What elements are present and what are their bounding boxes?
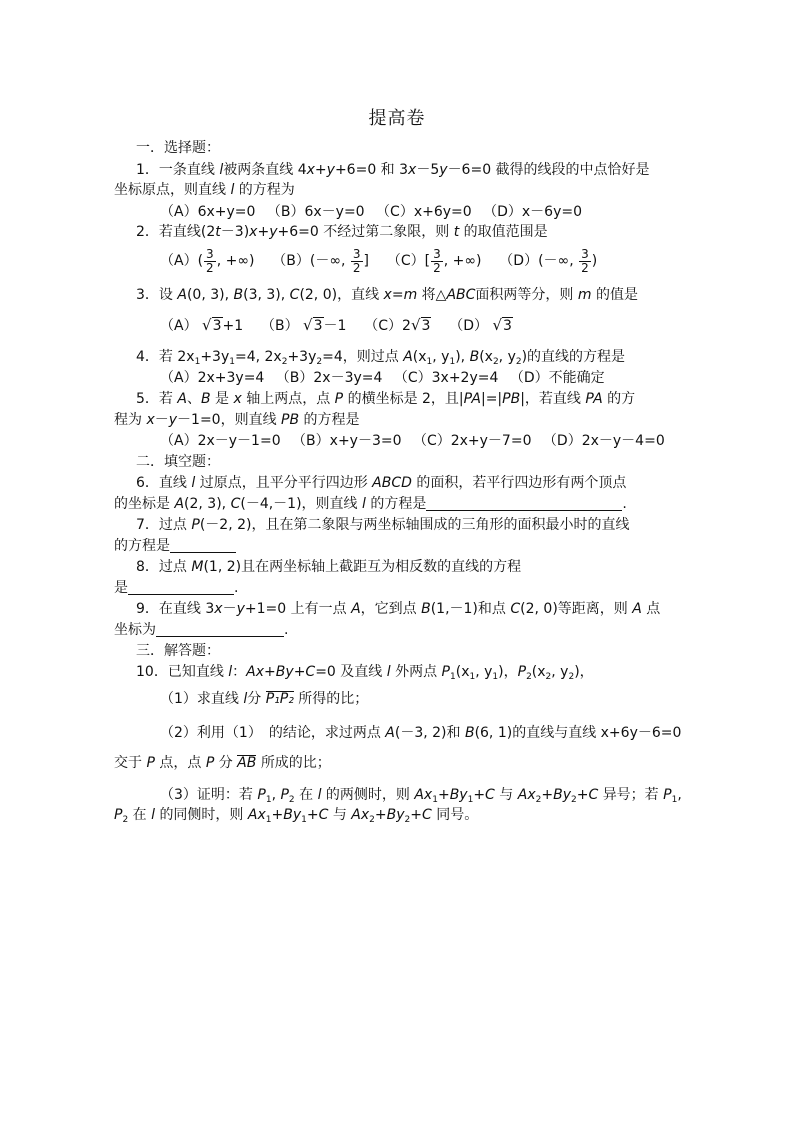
section-fill: 二．填空题： [136, 454, 220, 470]
page-title: 提高卷 [368, 108, 426, 129]
q4-options: （A）2x+3y=4 （B）2x－3y=4 （C）3x+2y=4 （D）不能确定 [160, 370, 605, 386]
q1-options: （A）6x+y=0 （B）6x－y=0 （C）x+6y=0 （D）x－6y=0 [160, 204, 583, 220]
sqrt: √3 [303, 316, 323, 334]
q7-line1: 7．过点 P(－2, 2)，且在第二象限与两坐标轴围成的三角形的面积最小时的直线 [136, 517, 630, 533]
q6-line2: 的坐标是 A(2, 3), C(－4,－1)，则直线 l 的方程是 . [114, 496, 627, 512]
q10-part2-line2: 交于 P 点，点 P 分 AB 所成的比； [114, 755, 331, 771]
fraction: $\frac{3}{2}$ [581, 246, 589, 275]
vector-p1p2: P₁P₂ [265, 691, 294, 707]
vector-ab: AB [237, 755, 257, 771]
q1-line2: 坐标原点，则直线 l 的方程为 [114, 182, 295, 198]
q2-line1: 2．若直线(2t－3)x+y+6=0 不经过第二象限，则 t 的取值范围是 [136, 224, 548, 240]
q10-part2: （2）利用（1） 的结论，求过两点 A(－3, 2)和 B(6, 1)的直线与直线 x+6y－6=0 [160, 725, 682, 741]
q5-options: （A）2x－y－1=0 （B）x+y－3=0 （C）2x+y－7=0 （D）2x－y－4=0 [160, 433, 665, 449]
q10-part3-line2: $P_2$ 在 l 的同侧时，则 $Ax_1+By_1+C$ 与 $Ax_2+By_2+C$ 同号。 [114, 807, 479, 825]
answer-blank[interactable] [156, 622, 284, 637]
q10-part1: （1）求直线 l分 P₁P₂ 所得的比； [160, 691, 369, 707]
q10-line1: 10．已知直线 l：Ax+By+C=0 及直线 l 外两点 $P_1(x_1$, $y_1$)，$P_2(x_2$, $y_2$)， [136, 664, 594, 682]
q9-line1: 9．在直线 3x－y+1=0 上有一点 A，它到点 B(1,－1)和点 C(2, 0)等距离，则 A 点 [136, 601, 661, 617]
answer-blank[interactable] [426, 496, 622, 511]
q3-options: （A） √3+1 （B） √3－1 （C）2√3 （D） √3 [160, 316, 512, 334]
q3-line1: 3．设 A(0, 3), B(3, 3), C(2, 0)，直线 x=m 将△ABC面积两等分，则 m 的值是 [136, 287, 638, 303]
q7-line2: 的方程是 [114, 537, 236, 555]
q9-line2: 坐标为 . [114, 622, 289, 638]
q5-line1: 5．若 A、B 是 x 轴上两点，点 P 的横坐标是 2，且|PA|=|PB|，若直线 PA 的方 [136, 391, 636, 407]
section-solve: 三．解答题： [136, 643, 220, 659]
answer-blank[interactable] [170, 538, 236, 553]
sqrt: √3 [202, 316, 222, 334]
q2-options: （A）( $\frac{3}{2}$ , +∞) （B）(－∞, $\frac{3}{2}$ ] （C）[ $\frac{3}{2}$ , +∞) （D）(－∞, $\frac{3}{2}$ ) [160, 246, 598, 275]
q4-line1: 4．若 $2x_1+3y_1=4$, $2x_2+3y_2=4$，则过点 $A(x_1$, $y_1$), $B(x_2$, $y_2$)的直线的方程是 [136, 349, 626, 367]
fraction: $\frac{3}{2}$ [206, 246, 214, 275]
q6-line1: 6．直线 l 过原点，且平分平行四边形 ABCD 的面积，若平行四边形有两个顶点 [136, 475, 627, 491]
sqrt: √3 [492, 316, 512, 334]
q10-part3: （3）证明：若 $P_1$, $P_2$ 在 l 的两侧时，则 $Ax_1+By_1+C$ 与 $Ax_2+By_2+C$ 异号；若 $P_1$, [160, 787, 682, 805]
q5-line2: 程为 x－y－1=0，则直线 PB 的方程是 [114, 412, 360, 428]
q1-line1: 1．一条直线 l被两条直线 4x+y+6=0 和 3x－5y－6=0 截得的线段的中点恰好是 [136, 162, 650, 178]
fraction: $\frac{3}{2}$ [433, 246, 441, 275]
section-choice: 一．选择题： [136, 140, 220, 156]
sqrt: √3 [410, 316, 431, 334]
answer-blank[interactable] [128, 580, 234, 595]
fraction: $\frac{3}{2}$ [352, 246, 361, 275]
q8-line2: 是 . [114, 580, 239, 596]
q8-line1: 8．过点 M(1, 2)且在两坐标轴上截距互为相反数的直线的方程 [136, 559, 522, 575]
